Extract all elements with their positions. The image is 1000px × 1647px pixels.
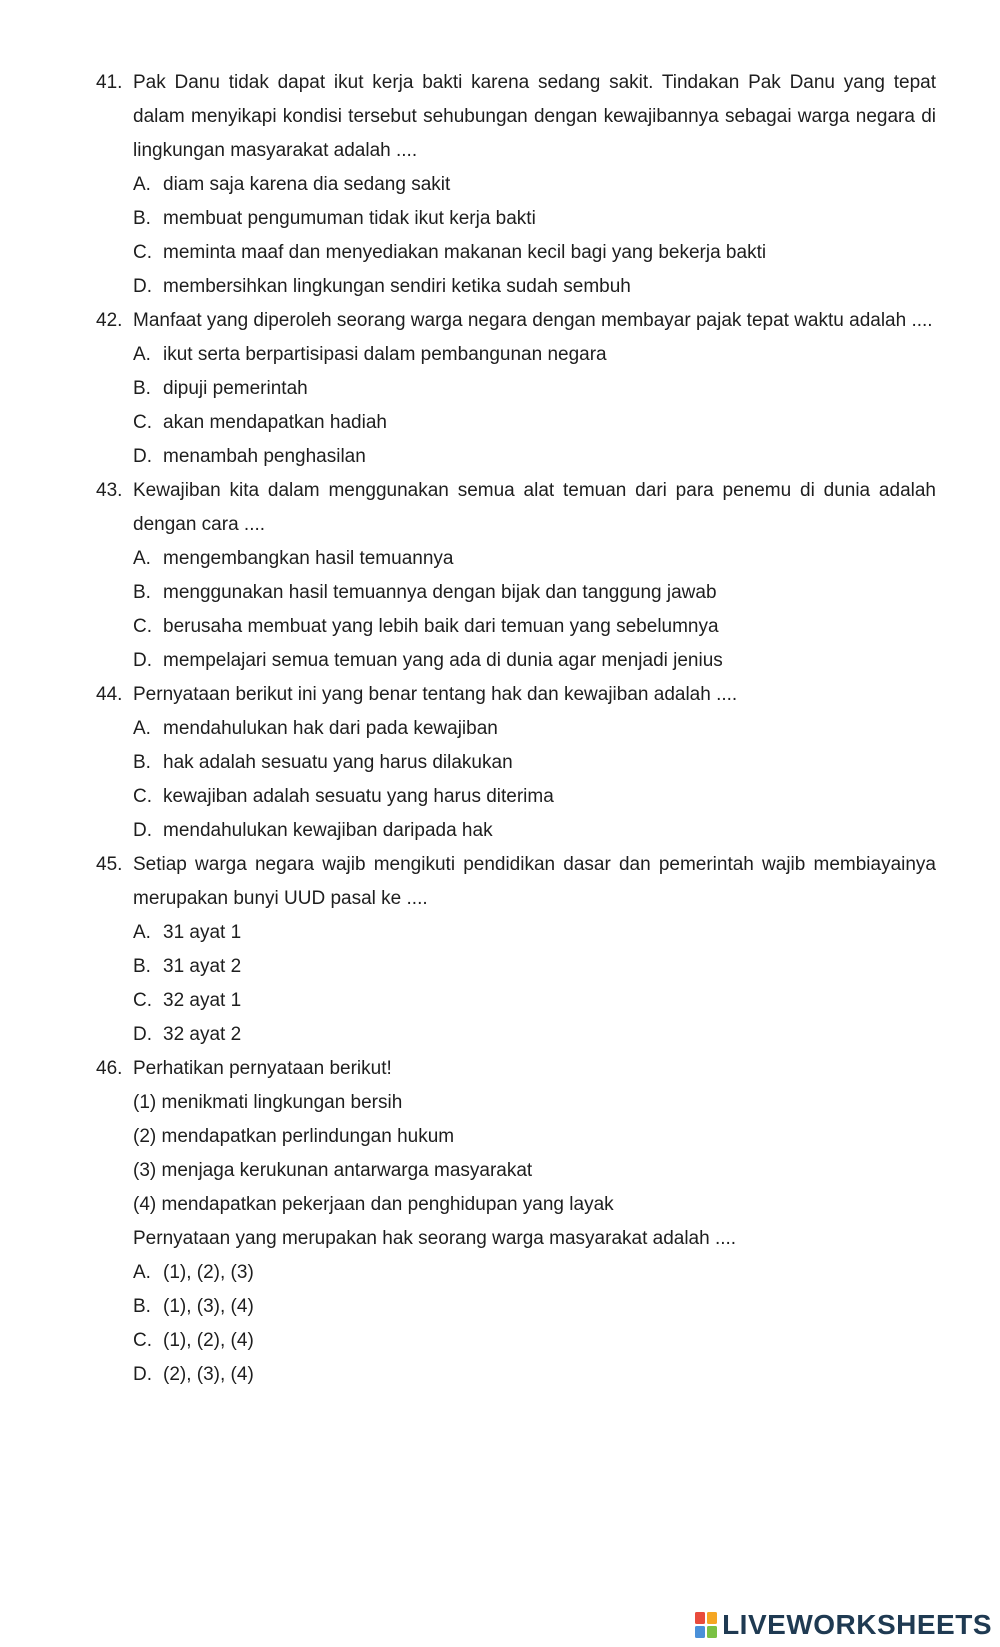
logo-block-red [695, 1612, 705, 1624]
question-number: 43. [96, 480, 123, 501]
option-b [133, 372, 936, 406]
option-letter: D. [133, 650, 152, 671]
liveworksheets-logo-icon [695, 1612, 717, 1638]
question-44 [96, 678, 936, 848]
option-text: mendahulukan hak dari pada kewajiban [163, 718, 498, 739]
option-d [133, 814, 936, 848]
option-a [133, 338, 936, 372]
option-d [133, 270, 936, 304]
question-text: Pernyataan berikut ini yang benar tentang hak dan kewajiban adalah .... [133, 684, 738, 705]
question-45 [96, 848, 936, 1052]
option-letter: C. [133, 786, 152, 807]
option-letter: C. [133, 412, 152, 433]
question-number: 44. [96, 684, 123, 705]
question-prompt: Pernyataan yang merupakan hak seorang warga masyarakat adalah .... [133, 1228, 737, 1249]
statement-2: (2) mendapatkan perlindungan hukum [133, 1126, 455, 1147]
question-text: Manfaat yang diperoleh seorang warga negara dengan membayar pajak tepat waktu adalah .... [133, 310, 933, 331]
option-text: membuat pengumuman tidak ikut kerja bakti [163, 208, 536, 229]
option-text: 32 ayat 2 [163, 1024, 242, 1045]
option-c [133, 610, 936, 644]
option-letter: D. [133, 820, 152, 841]
option-text: menggunakan hasil temuannya dengan bijak dan tanggung jawab [163, 582, 717, 603]
option-letter: A. [133, 922, 151, 943]
option-letter: B. [133, 582, 151, 603]
option-text: diam saja karena dia sedang sakit [163, 174, 451, 195]
option-letter: D. [133, 1364, 152, 1385]
option-d [133, 1358, 936, 1392]
option-text: 31 ayat 2 [163, 956, 242, 977]
question-text: Perhatikan pernyataan berikut! [133, 1058, 392, 1079]
option-c [133, 780, 936, 814]
option-a [133, 168, 936, 202]
option-text: kewajiban adalah sesuatu yang harus diterima [163, 786, 554, 807]
option-letter: A. [133, 174, 151, 195]
option-c [133, 1324, 936, 1358]
question-text: Kewajiban kita dalam menggunakan semua alat temuan dari para penemu di dunia adalah dengan cara .... [133, 480, 936, 535]
option-a [133, 1256, 936, 1290]
option-text: (1), (2), (3) [163, 1262, 254, 1283]
option-d [133, 644, 936, 678]
option-text: membersihkan lingkungan sendiri ketika sudah sembuh [163, 276, 631, 297]
option-text: (1), (3), (4) [163, 1296, 254, 1317]
question-46 [96, 1052, 936, 1392]
option-letter: A. [133, 1262, 151, 1283]
option-a [133, 712, 936, 746]
option-b [133, 576, 936, 610]
option-text: mendahulukan kewajiban daripada hak [163, 820, 493, 841]
option-text: 32 ayat 1 [163, 990, 242, 1011]
question-number: 45. [96, 854, 123, 875]
logo-block-orange [707, 1612, 717, 1624]
option-text: ikut serta berpartisipasi dalam pembangunan negara [163, 344, 607, 365]
statement-1: (1) menikmati lingkungan bersih [133, 1092, 403, 1113]
option-letter: B. [133, 1296, 151, 1317]
option-letter: C. [133, 616, 152, 637]
liveworksheets-branding [695, 1607, 992, 1643]
option-b [133, 1290, 936, 1324]
option-letter: B. [133, 378, 151, 399]
option-text: dipuji pemerintah [163, 378, 308, 399]
question-text: Setiap warga negara wajib mengikuti pendidikan dasar dan pemerintah wajib membiayainya merupakan bunyi UUD pasal ke .... [133, 854, 936, 909]
liveworksheets-wordmark: LIVEWORKSHEETS [722, 1609, 992, 1640]
option-c [133, 406, 936, 440]
option-d [133, 440, 936, 474]
option-text: menambah penghasilan [163, 446, 366, 467]
statement-4: (4) mendapatkan pekerjaan dan penghidupan yang layak [133, 1194, 614, 1215]
question-number: 46. [96, 1058, 123, 1079]
option-text: (1), (2), (4) [163, 1330, 254, 1351]
question-42 [96, 304, 936, 474]
logo-block-blue [695, 1626, 705, 1638]
option-text: mengembangkan hasil temuannya [163, 548, 454, 569]
question-43 [96, 474, 936, 678]
option-a [133, 542, 936, 576]
option-letter: C. [133, 990, 152, 1011]
option-letter: D. [133, 1024, 152, 1045]
option-letter: D. [133, 446, 152, 467]
option-letter: B. [133, 956, 151, 977]
option-letter: A. [133, 344, 151, 365]
option-a [133, 916, 936, 950]
option-letter: C. [133, 242, 152, 263]
option-letter: A. [133, 718, 151, 739]
option-d [133, 1018, 936, 1052]
option-b [133, 950, 936, 984]
logo-block-green [707, 1626, 717, 1638]
option-letter: D. [133, 276, 152, 297]
option-text: berusaha membuat yang lebih baik dari temuan yang sebelumnya [163, 616, 719, 637]
option-letter: A. [133, 548, 151, 569]
option-letter: B. [133, 208, 151, 229]
option-b [133, 746, 936, 780]
option-text: meminta maaf dan menyediakan makanan kecil bagi yang bekerja bakti [163, 242, 767, 263]
option-text: hak adalah sesuatu yang harus dilakukan [163, 752, 513, 773]
option-c [133, 236, 936, 270]
option-text: 31 ayat 1 [163, 922, 242, 943]
question-41 [96, 66, 936, 304]
option-letter: C. [133, 1330, 152, 1351]
question-text: Pak Danu tidak dapat ikut kerja bakti karena sedang sakit. Tindakan Pak Danu yang tepat dalam menyikapi kondisi tersebut sehubungan dengan kewajibannya sebagai warga negara di lingkungan masyarakat adalah .... [133, 72, 936, 161]
statement-3: (3) menjaga kerukunan antarwarga masyarakat [133, 1160, 533, 1181]
option-text: (2), (3), (4) [163, 1364, 254, 1385]
question-number: 42. [96, 310, 123, 331]
option-text: akan mendapatkan hadiah [163, 412, 387, 433]
question-number: 41. [96, 72, 123, 93]
option-b [133, 202, 936, 236]
option-letter: B. [133, 752, 151, 773]
option-c [133, 984, 936, 1018]
worksheet-page [96, 66, 936, 1392]
option-text: mempelajari semua temuan yang ada di dunia agar menjadi jenius [163, 650, 723, 671]
